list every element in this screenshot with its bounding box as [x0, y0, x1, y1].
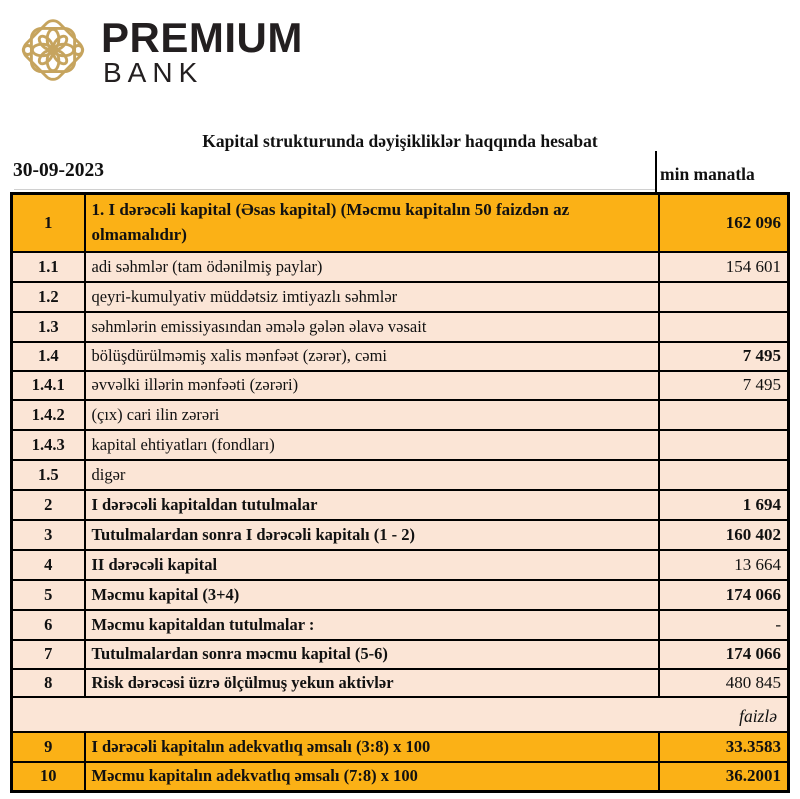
row-number-cell: 1.4.2	[12, 400, 85, 430]
row-label-cell: Məcmu kapital (3+4)	[85, 580, 659, 610]
table-row	[12, 460, 789, 490]
table-row	[12, 580, 789, 610]
row-label-cell: 1. I dərəcəli kapital (Əsas kapital) (Məcmu kapitalın 50 faizdən az olmamalıdır)	[85, 194, 659, 252]
row-number-cell: 1.5	[12, 460, 85, 490]
row-value-cell: 13 664	[659, 550, 789, 580]
table-row	[12, 282, 789, 312]
row-value-cell: 7 495	[659, 371, 789, 400]
row-number-cell: 1.4.3	[12, 430, 85, 460]
row-value-cell	[659, 312, 789, 342]
row-label-cell: adi səhmlər (tam ödənilmiş paylar)	[85, 252, 659, 282]
unit-label: min manatla	[660, 164, 755, 184]
row-number-cell: 1.1	[12, 252, 85, 282]
row-number-cell: 1	[12, 194, 85, 252]
row-label-cell: (çıx) cari ilin zərəri	[85, 400, 659, 430]
row-value-cell: 162 096	[659, 194, 789, 252]
row-value-cell: 36.2001	[659, 762, 789, 792]
row-label-cell: kapital ehtiyatları (fondları)	[85, 430, 659, 460]
row-label-cell: Məcmu kapitalın adekvatlıq əmsalı (7:8) x 100	[85, 762, 659, 792]
row-value-cell: 174 066	[659, 640, 789, 669]
row-value-cell: 160 402	[659, 520, 789, 550]
faint-gridline	[14, 189, 655, 190]
row-label-cell: əvvəlki illərin mənfəəti (zərəri)	[85, 371, 659, 400]
row-value-cell: 480 845	[659, 669, 789, 697]
table-row	[12, 762, 789, 792]
row-label-cell: digər	[85, 460, 659, 490]
row-value-cell	[659, 400, 789, 430]
table-row	[12, 732, 789, 762]
row-number-cell: 1.2	[12, 282, 85, 312]
brand-subname: BANK	[103, 57, 204, 88]
table-row	[12, 550, 789, 580]
row-number-cell: 4	[12, 550, 85, 580]
row-label-cell: Məcmu kapitaldan tutulmalar :	[85, 610, 659, 640]
table-row	[12, 669, 789, 697]
row-value-cell: 33.3583	[659, 732, 789, 762]
row-label-cell: səhmlərin emissiyasından əmələ gələn əlavə vəsait	[85, 312, 659, 342]
report-table	[10, 192, 790, 793]
brand-name: PREMIUM	[101, 14, 303, 61]
table-row	[12, 342, 789, 371]
row-label-cell: Risk dərəcəsi üzrə ölçülmuş yekun aktivlər	[85, 669, 659, 697]
table-row	[12, 252, 789, 282]
row-number-cell: 8	[12, 669, 85, 697]
premium-bank-emblem-icon	[8, 5, 98, 95]
row-number-cell: 7	[12, 640, 85, 669]
table-row	[12, 371, 789, 400]
row-label-cell: qeyri-kumulyativ müddətsiz imtiyazlı səhmlər	[85, 282, 659, 312]
row-value-cell: -	[659, 610, 789, 640]
percent-label: faizlə	[12, 697, 789, 732]
row-label-cell: I dərəcəli kapitalın adekvatlıq əmsalı (3:8) x 100	[85, 732, 659, 762]
column-divider-line	[655, 151, 657, 192]
table-row	[12, 610, 789, 640]
row-number-cell: 10	[12, 762, 85, 792]
report-date: 30-09-2023	[13, 160, 104, 181]
row-number-cell: 1.4.1	[12, 371, 85, 400]
table-row	[12, 400, 789, 430]
row-value-cell	[659, 430, 789, 460]
row-label-cell: Tutulmalardan sonra I dərəcəli kapitalı (1 - 2)	[85, 520, 659, 550]
row-value-cell: 7 495	[659, 342, 789, 371]
row-label-cell: bölüşdürülməmiş xalis mənfəət (zərər), cəmi	[85, 342, 659, 371]
table-row	[12, 312, 789, 342]
row-label-cell: I dərəcəli kapitaldan tutulmalar	[85, 490, 659, 520]
row-number-cell: 1.4	[12, 342, 85, 371]
row-value-cell: 174 066	[659, 580, 789, 610]
row-label-cell: II dərəcəli kapital	[85, 550, 659, 580]
table-row	[12, 194, 789, 252]
table-row	[12, 490, 789, 520]
table-row	[12, 520, 789, 550]
row-value-cell: 1 694	[659, 490, 789, 520]
row-number-cell: 1.3	[12, 312, 85, 342]
row-label-cell: Tutulmalardan sonra məcmu kapital (5-6)	[85, 640, 659, 669]
row-number-cell: 3	[12, 520, 85, 550]
row-number-cell: 2	[12, 490, 85, 520]
row-number-cell: 6	[12, 610, 85, 640]
row-value-cell	[659, 282, 789, 312]
row-value-cell	[659, 460, 789, 490]
report-title: Kapital strukturunda dəyişikliklər haqqında hesabat	[202, 131, 598, 151]
row-value-cell: 154 601	[659, 252, 789, 282]
row-number-cell: 9	[12, 732, 85, 762]
row-number-cell: 5	[12, 580, 85, 610]
unit-row	[12, 697, 789, 732]
table-row	[12, 430, 789, 460]
table-row	[12, 640, 789, 669]
